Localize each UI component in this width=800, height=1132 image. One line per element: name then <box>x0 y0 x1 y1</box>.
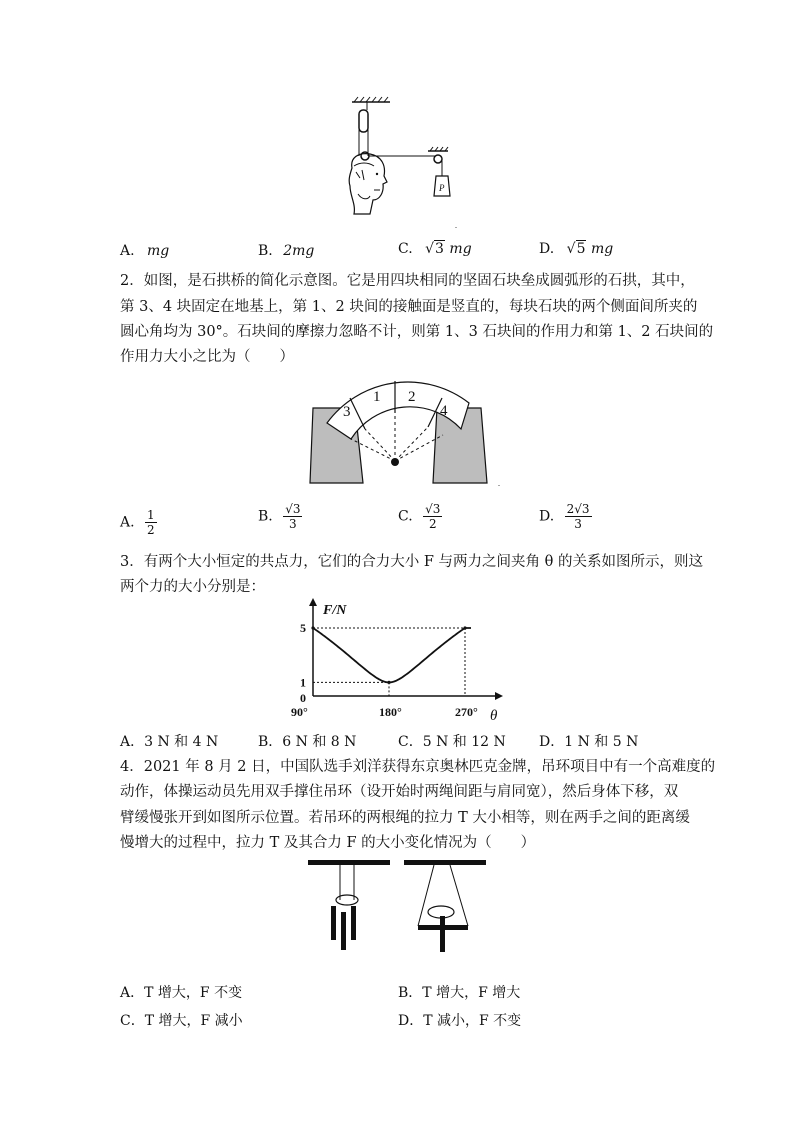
frac-num: 2√3 <box>566 502 590 516</box>
q2-arch-figure <box>305 373 505 488</box>
q1-pulley-figure <box>340 96 470 231</box>
frac-num: √3 <box>425 502 441 516</box>
x-tick-label: 270° <box>455 705 478 719</box>
q2-line-4: 作用力大小之比为（ ） <box>120 349 294 365</box>
q4-line-2: 动作，体操运动员先用双手撑住吊环（设开始时两绳间距与肩同宽），然后身体下移，双 <box>120 784 679 800</box>
option-text: T 增大，F 减小 <box>144 1013 243 1029</box>
stone-2-label: 2 <box>408 389 416 405</box>
stone-4-label: 4 <box>440 403 448 419</box>
option-label: A. <box>120 243 135 259</box>
option-label: A． <box>120 985 145 1001</box>
q4-line-4: 慢增大的过程中，拉力 T 及其合力 F 的大小变化情况为（ ） <box>120 835 536 851</box>
right-bar <box>404 860 486 865</box>
option-label: A. <box>120 514 135 531</box>
option-text: T 增大，F 不变 <box>144 985 243 1001</box>
frac-den: 2 <box>428 517 437 531</box>
option-text: T 增大，F 增大 <box>422 985 521 1001</box>
option-radicand: 3 <box>435 241 444 257</box>
q3-option-a[interactable] <box>120 731 218 751</box>
frac-num: 1 <box>147 508 155 522</box>
q2-option-a[interactable] <box>120 508 157 537</box>
q1-option-a[interactable] <box>120 243 169 259</box>
option-label: C． <box>398 734 423 750</box>
q4-line-1: 4．2021 年 8 月 2 日，中国队选手刘洋获得东京奥林匹克金牌，吊环项目中有一个高难度的 <box>120 759 716 775</box>
x-axis-arrow <box>495 692 503 700</box>
option-label: B． <box>258 734 283 750</box>
option-label: B． <box>398 985 423 1001</box>
option-text: 5 N 和 12 N <box>422 734 506 750</box>
option-value: mg <box>449 241 472 257</box>
option-label: D. <box>539 508 555 525</box>
svg-text:.: . <box>455 221 457 230</box>
y-axis-label: F/N <box>323 603 347 618</box>
left-bar <box>308 860 390 865</box>
q1-option-c[interactable]: C. √3 mg <box>398 241 472 257</box>
option-value: mg <box>147 243 170 259</box>
option-label: A． <box>120 734 145 750</box>
weight-label: P <box>439 183 445 193</box>
x-tick-label: 180° <box>379 705 402 719</box>
q2-line-2: 第 3、4 块固定在地基上，第 1、2 块间的接触面是竖直的，每块石块的两个侧面间所夹的 <box>120 299 698 315</box>
q4-rings-figure <box>300 858 500 958</box>
q4-line-3: 臂缓慢张开到如图所示位置。若吊环的两根绳的拉力 T 大小相等，则在两手之间的距离缓 <box>120 810 690 826</box>
q1-option-d[interactable]: D. √5 mg <box>539 241 614 257</box>
y-tick-label: 5 <box>300 621 306 635</box>
option-text: 1 N 和 5 N <box>564 734 639 750</box>
data-point <box>463 626 466 629</box>
data-point <box>311 626 314 629</box>
q4-option-b[interactable] <box>398 982 520 1002</box>
y-axis-arrow <box>309 598 317 606</box>
option-value: mg <box>590 241 614 257</box>
svg-text:.: . <box>498 479 500 488</box>
option-label: B. <box>258 243 273 259</box>
q4-option-a[interactable] <box>120 982 242 1002</box>
q2-option-c[interactable] <box>398 502 442 531</box>
option-text: 3 N 和 4 N <box>144 734 219 750</box>
q1-option-b[interactable] <box>258 243 314 259</box>
frac-den: 2 <box>147 523 155 537</box>
x-tick-label: 90° <box>291 705 308 719</box>
frac-den: 3 <box>289 517 297 531</box>
option-label: C． <box>120 1013 145 1029</box>
x-axis-label: θ <box>490 708 498 724</box>
series-curve <box>313 628 471 682</box>
q2-option-d[interactable] <box>539 502 592 531</box>
q3-line-2: 两个力的大小分别是： <box>120 579 265 595</box>
q3-option-b[interactable] <box>258 731 356 751</box>
q4-option-d[interactable] <box>398 1010 521 1030</box>
q4-option-c[interactable] <box>120 1010 243 1030</box>
data-point <box>387 681 390 684</box>
q2-line-1: 2．如图，是石拱桥的简化示意图。它是用四块相同的坚固石块垒成圆弧形的石拱，其中， <box>120 273 695 289</box>
stone-3-label: 3 <box>343 404 351 420</box>
option-value: 2mg <box>283 243 315 259</box>
y-tick-label: 1 <box>300 675 306 690</box>
option-text: 6 N 和 8 N <box>282 734 357 750</box>
option-label: D． <box>539 734 565 750</box>
q3-force-angle-chart <box>285 598 515 726</box>
q3-option-d[interactable] <box>539 731 638 751</box>
option-label: B. <box>258 508 273 525</box>
option-radicand: 5 <box>576 241 586 257</box>
option-label: D. <box>539 241 555 257</box>
stone-1-label: 1 <box>373 389 381 405</box>
frac-den: 3 <box>574 517 582 531</box>
option-label: D． <box>398 1013 424 1029</box>
option-label: C. <box>398 508 413 525</box>
q3-option-c[interactable] <box>398 731 506 751</box>
y-tick-label: 0 <box>300 691 306 705</box>
q3-line-1: 3．有两个大小恒定的共点力，它们的合力大小 F 与两力之间夹角 θ 的关系如图所示，则这 <box>120 554 703 570</box>
q2-line-3: 圆心角均为 30°。石块间的摩擦力忽略不计，则第 1、3 石块间的作用力和第 1、2 石块间的 <box>120 324 714 340</box>
option-text: T 减小，F 不变 <box>423 1013 522 1029</box>
q2-option-b[interactable] <box>258 502 302 531</box>
option-label: C. <box>398 241 413 257</box>
frac-num: √3 <box>285 502 301 516</box>
